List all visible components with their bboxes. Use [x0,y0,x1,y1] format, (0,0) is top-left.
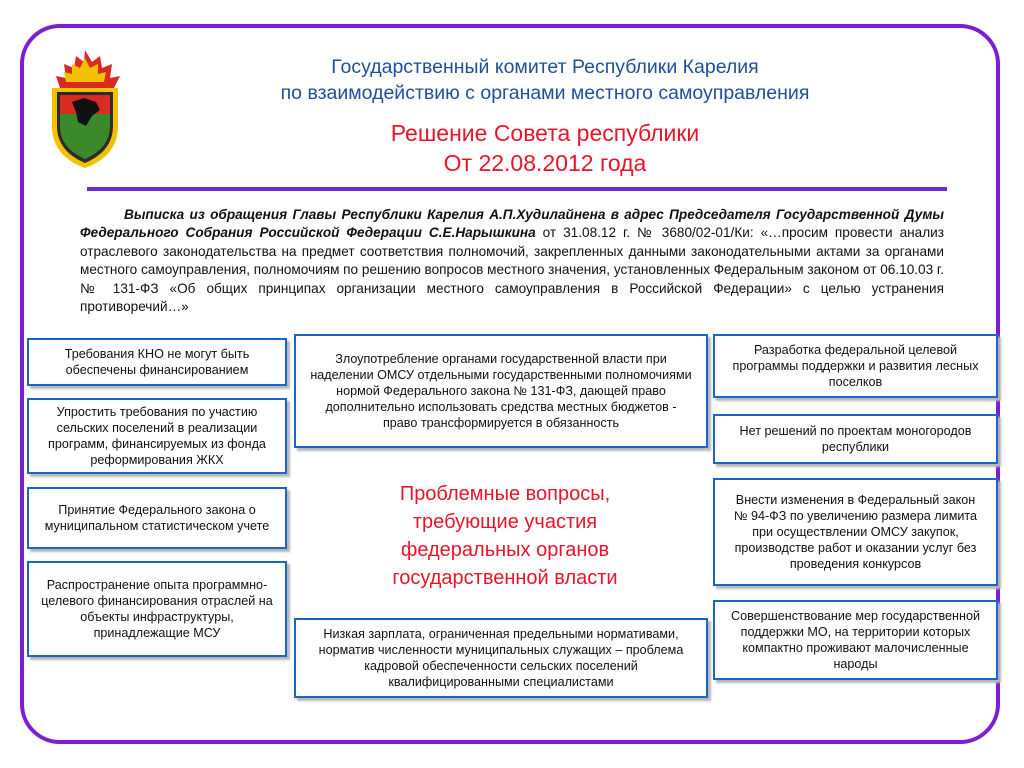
committee-header [200,54,890,106]
issue-box: Распространение опыта программно-целевого финансирования отраслей на объекты инфраструктуры, принадлежащие МСУ [27,561,287,657]
issue-box: Внести изменения в Федеральный закон № 94-ФЗ по увеличению размера лимита при осуществлении ОМСУ закупок, производстве работ и оказании услуг без проведения конкурсов [713,478,998,586]
decision-line-1: Решение Совета республики [390,120,700,146]
excerpt-lead: Выписка из обращения Главы Республики Карелия А.П.Худилайнена в адрес Председателя Государственной Думы Федерального Собрания Российской Федерации С.Е.Нарышкина [80,207,944,241]
header-line-1: Государственный комитет Республики Карелия [331,56,759,78]
center-title: Проблемные вопросы, требующие участия федеральных органов государственной власти [392,483,618,589]
issue-box: Нет решений по проектам моногородов республики [713,414,998,464]
appeal-excerpt [80,206,944,316]
issue-box: Злоупотребление органами государственной власти при наделении ОМСУ отдельными государственными полномочиями нормой Федерального закона № 131-ФЗ, дающей право дополнительно использовать средства местных бюджетов - право трансформируется в обязанность [294,334,708,448]
issue-box: Разработка федеральной целевой программы поддержки и развития лесных поселков [713,334,998,398]
issue-box: Требования КНО не могут быть обеспечены финансированием [27,338,287,386]
issue-box: Совершенствование мер государственной поддержки МО, на территории которых компактно проживают малочисленные народы [713,600,998,680]
issue-box: Упростить требования по участию сельских поселений в реализации программ, финансируемых из фонда реформирования ЖКХ [27,398,287,474]
decision-title [300,118,790,178]
karelia-coat-of-arms-icon [40,48,130,170]
header-line-2: по взаимодействию с органами местного самоуправления [280,82,810,104]
issue-box: Принятие Федерального закона о муниципальном статистическом учете [27,487,287,549]
decision-date: От 22.08.2012 года [443,150,647,176]
issue-box: Низкая зарплата, ограниченная предельными нормативами, норматив численности муниципальных служащих – проблема кадровой обеспеченности сельских поселений квалифицированными специалистами [294,618,708,698]
excerpt-rest: от 31.08.12 г. № 3680/02-01/Ки: «…просим провести анализ отраслевого законодательства на предмет соответствия полномочий, закрепленных данными законодательными актами за органами местного самоуправления, полномочиям по решению вопросов местного значения, установленных Федеральным законом от 06.10.03 г. № 131-ФЗ «Об общих принципах организации местного самоуправления в Российской Федерации» с целью устранения противоречий…» [80,225,945,315]
divider-line [87,187,947,191]
